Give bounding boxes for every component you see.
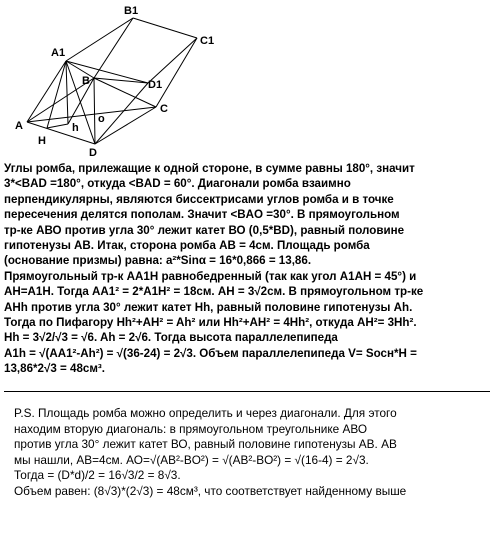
edge-B-B1 [94, 18, 133, 78]
ps-text: P.S. Площадь ромба можно определить и через диагонали. Для этого находим вторую диагональ: в прямоугольном треугольнике АВО против угла 30° лежит катет ВО, равный половине гипотенузы АВ. АВ мы нашли, АВ=4см. АО=√(AB²-BO²) = √(AB²-BO²) = √(16-4) = 2√3. Тогда = (D*d)/2 = 16√3/2 = 8√3. Объем равен: (8√3)*(2√3) = 48см³, что соответствует найденному выше [14, 406, 407, 498]
label-B1: B1 [124, 5, 139, 17]
diagonal-B-D [94, 78, 95, 144]
label-A: A [15, 120, 23, 132]
divider [4, 391, 490, 392]
edge-A1-B1 [66, 18, 133, 61]
label-D: D [89, 147, 97, 159]
height-A1-h [66, 61, 68, 124]
edge-A-A1 [27, 61, 66, 122]
label-C1: C1 [200, 35, 215, 47]
label-o: o [98, 113, 105, 125]
label-D1: D1 [148, 79, 163, 91]
label-h: h [72, 122, 79, 134]
label-C: C [160, 103, 168, 115]
label-A1: A1 [51, 47, 66, 59]
edge-C1-D1 [148, 38, 197, 83]
edge-B1-C1 [133, 18, 197, 38]
label-B: B [82, 75, 90, 87]
label-H: H [38, 135, 46, 147]
solution-text: Углы ромба, прилежащие к одной стороне, в сумме равны 180°, значит 3*<BAD =180°, откуда <BAD = 60°. Диагонали ромба взаимно перпендикулярны, являются биссектрисами углов ромба и в точке пересечения делятся пополам. Значит <BAO =30°. В прямоугольном тр-ке АВО против угла 30° лежит катет ВО (0,5*BD), равный половине гипотенузы АВ. Итак, сторона ромба АВ = 4см. Площадь ромба (основание призмы) равна: a²*Sinα = 16*0,866 = 13,86. Прямоугольный тр-к АА1Н равнобедренный (так как угол А1АН = 45°) и АН=А1Н. Тогда АА1² = 2*А1Н² = 18см. АН = 3√2см. В прямоугольном тр-ке AHh против угла 30° лежит катет Hh, равный половине гипотенузы Ah. Тогда по Пифагору Hh²+AH² = Ah² или Hh²+AH² = 4Hh², откуда AH²= 3Hh². Hh = 3√2/√3 = √6. Ah = 2√6. Тогда высота параллелепипеда A1h = √(АА1²-Ah²) = √(36-24) = 2√3. Объем параллелепипеда V= Sосн*H = 13,86*2√3 = 48см³. [4, 162, 424, 376]
parallelepiped-figure [0, 0, 240, 160]
segment-h-B [68, 78, 94, 124]
edge-C-C1 [156, 38, 197, 107]
segment-h-H [47, 124, 68, 128]
